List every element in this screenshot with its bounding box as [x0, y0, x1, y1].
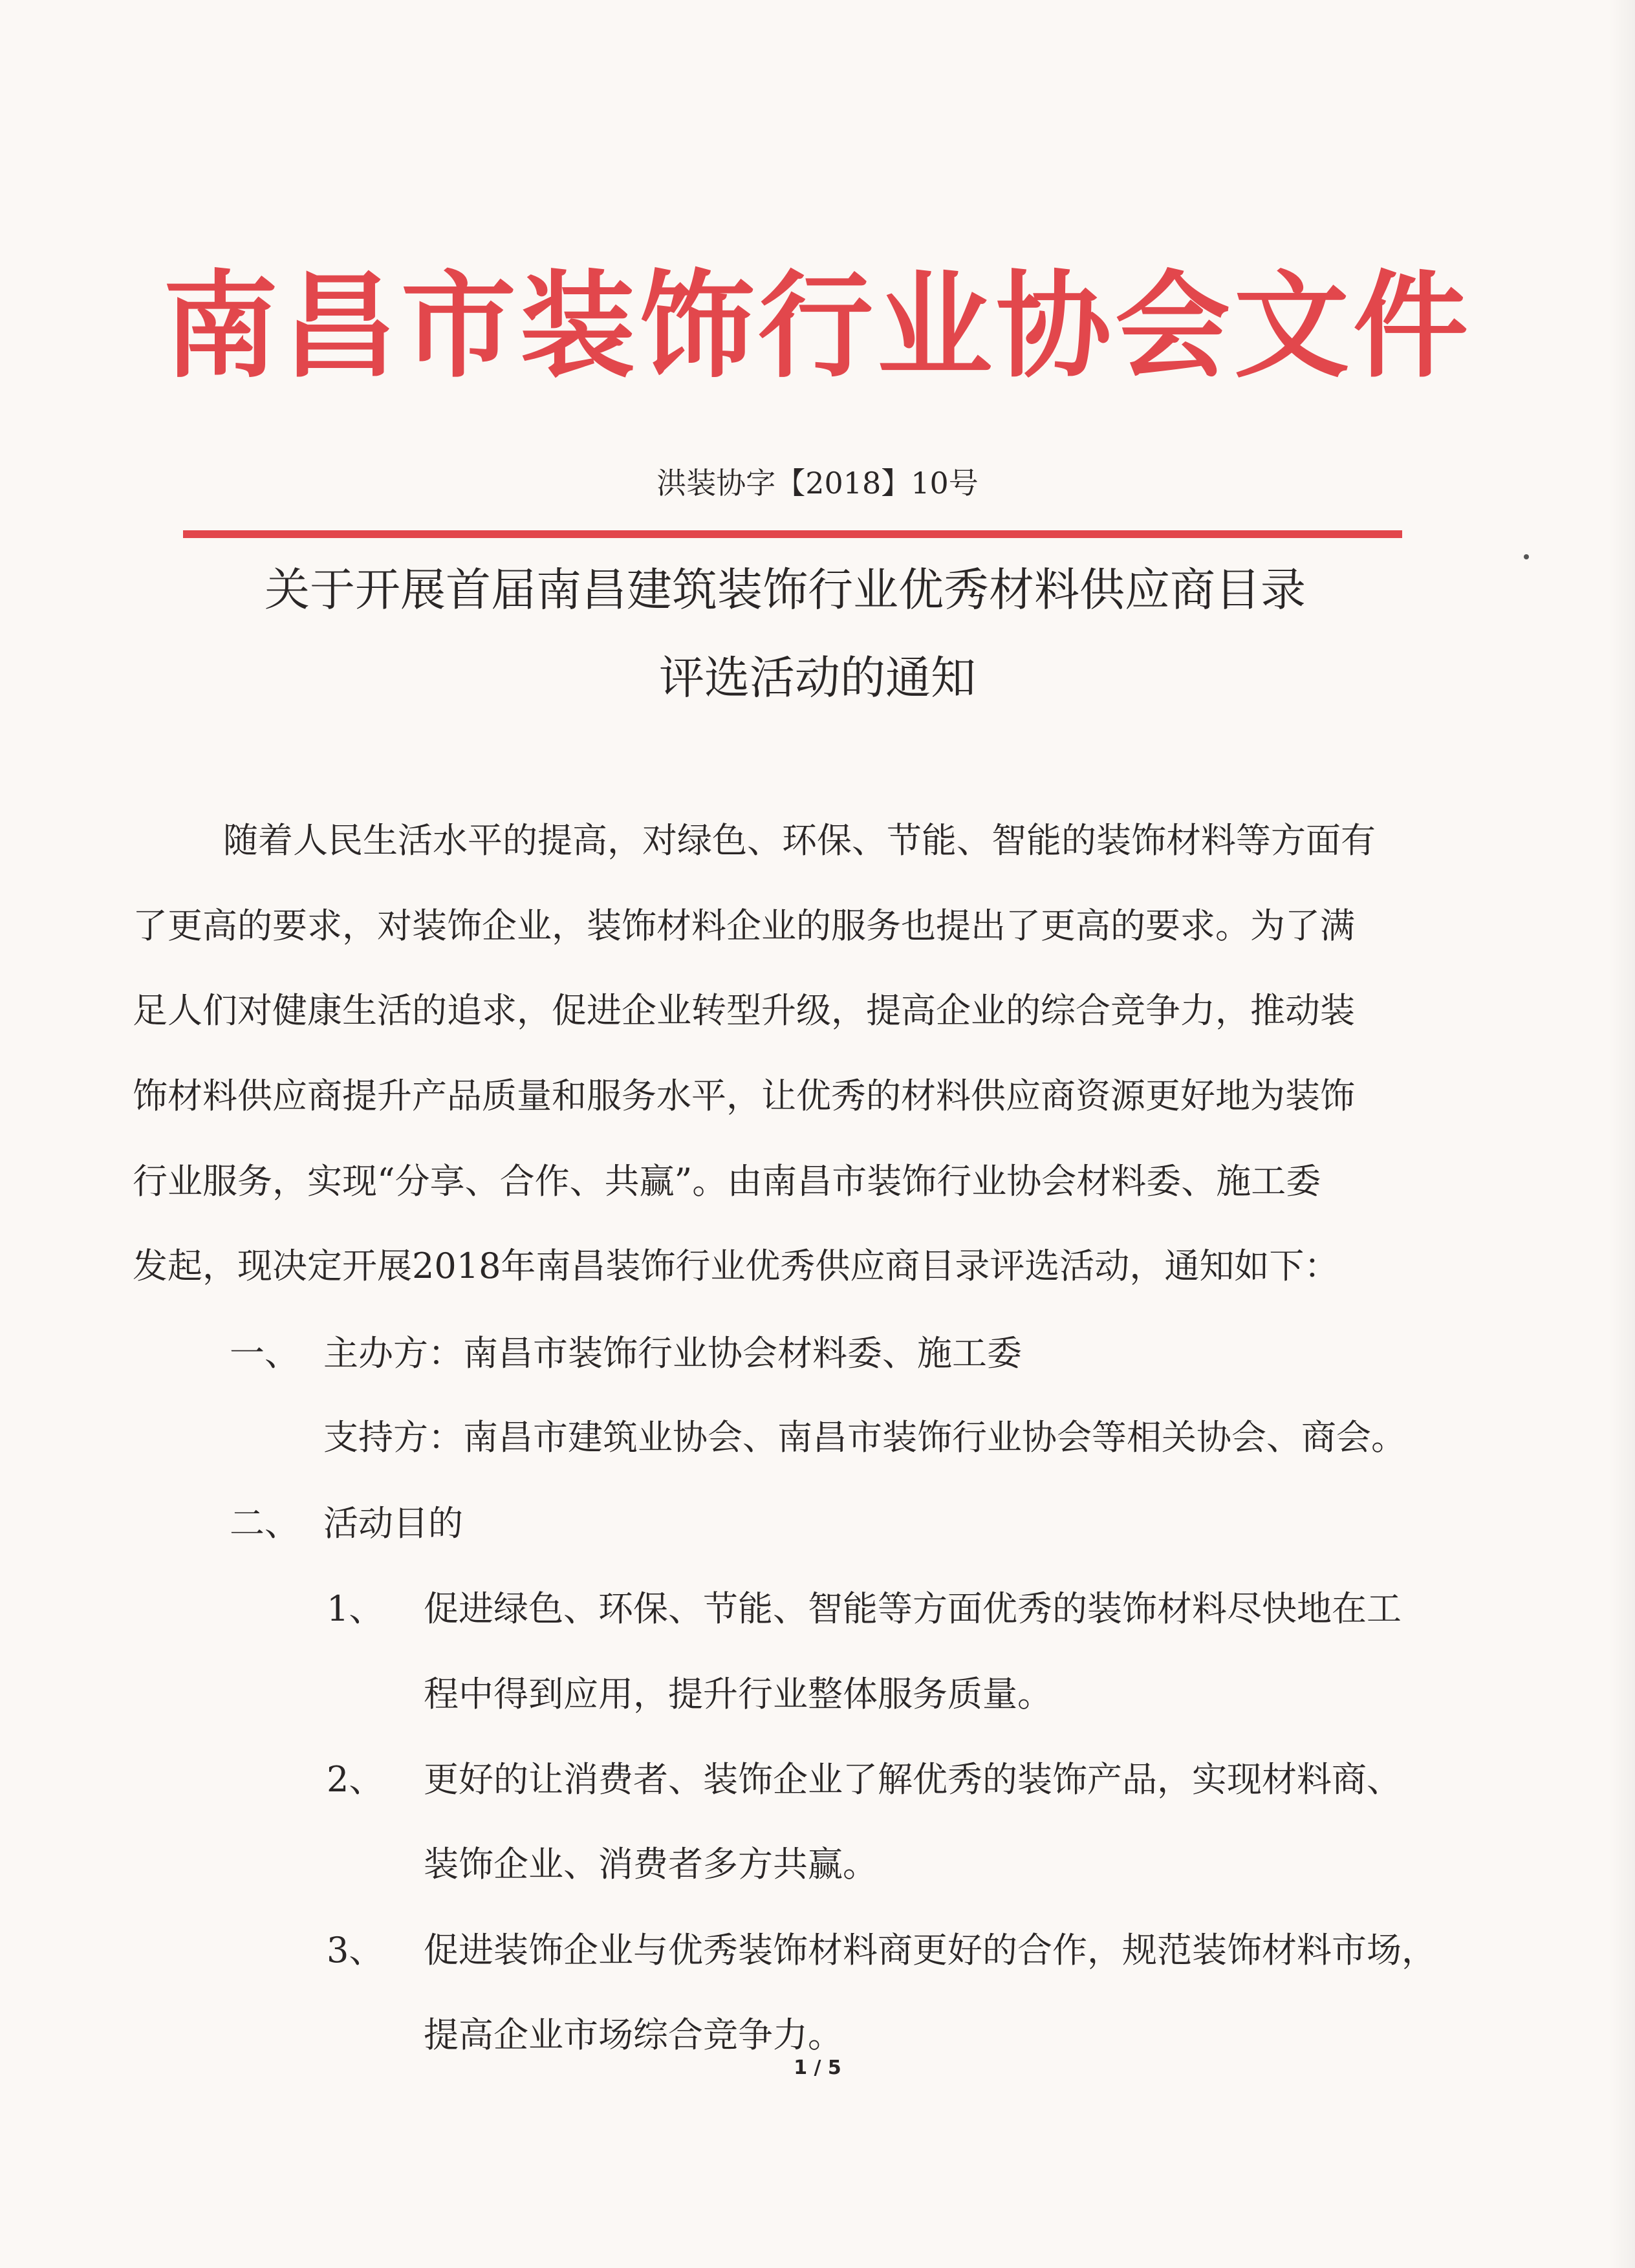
document-number: 洪装协字【2018】10号 [656, 466, 979, 501]
intro-line-1: 随着人民生活水平的提高，对绿色、环保、节能、智能的装饰材料等方面有 [223, 820, 1376, 861]
objective-2-line-2: 装饰企业、消费者多方共赢。 [424, 1844, 878, 1885]
section-1-marker: 一、 [230, 1333, 299, 1374]
objective-3-line-1: 促进装饰企业与优秀装饰材料商更好的合作，规范装饰材料市场， [424, 1930, 1436, 1971]
objective-3-number: 3、 [327, 1930, 384, 1971]
section-2-heading: 活动目的 [323, 1503, 463, 1544]
section-1-supporter: 支持方：南昌市建筑业协会、南昌市装饰行业协会等相关协会、商会。 [323, 1417, 1406, 1458]
notice-title-line-1: 关于开展首届南昌建筑装饰行业优秀材料供应商目录 [265, 563, 1306, 616]
notice-title-line-2: 评选活动的通知 [659, 651, 976, 704]
intro-line-2: 了更高的要求，对装饰企业，装饰材料企业的服务也提出了更高的要求。为了满 [133, 905, 1355, 946]
objective-1-number: 1、 [327, 1588, 384, 1629]
objective-1-line-2: 程中得到应用，提升行业整体服务质量。 [424, 1674, 1052, 1714]
issuer-header-title: 南昌市装饰行业协会文件 [163, 259, 1472, 393]
section-2-marker: 二、 [230, 1503, 299, 1544]
objective-3-line-2: 提高企业市场综合竞争力。 [424, 2014, 843, 2055]
objective-2-number: 2、 [327, 1759, 384, 1800]
objective-2-line-1: 更好的让消费者、装饰企业了解优秀的装饰产品，实现材料商、 [424, 1759, 1402, 1800]
intro-line-4: 饰材料供应商提升产品质量和服务水平，让优秀的材料供应商资源更好地为装饰 [133, 1075, 1355, 1116]
intro-line-5: 行业服务，实现“分享、合作、共赢”。由南昌市装饰行业协会材料委、施工委 [133, 1161, 1321, 1202]
intro-line-6: 发起，现决定开展2018年南昌装饰行业优秀供应商目录评选活动，通知如下： [133, 1246, 1339, 1286]
scan-speck [1524, 554, 1529, 559]
section-1-organizer: 主办方：南昌市装饰行业协会材料委、施工委 [323, 1333, 1022, 1374]
red-divider-rule [183, 530, 1402, 538]
page-indicator: 1 / 5 [794, 2057, 841, 2079]
objective-1-line-1: 促进绿色、环保、节能、智能等方面优秀的装饰材料尽快地在工 [424, 1588, 1402, 1629]
intro-line-3: 足人们对健康生活的追求，促进企业转型升级，提高企业的综合竞争力，推动装 [133, 990, 1355, 1031]
